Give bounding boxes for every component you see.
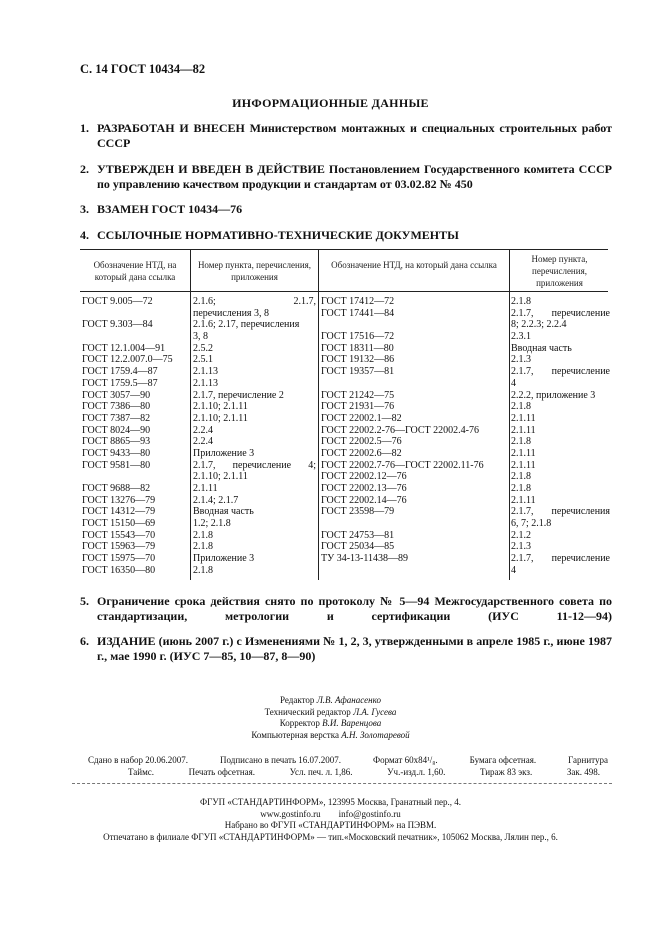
table-cell (511, 308, 610, 320)
table-cell: 8; 2.2.3; 2.2.4 (511, 319, 567, 331)
print-field: Печать офсетная. (188, 767, 256, 777)
table-cell: ГОСТ 15543—70 (82, 529, 156, 541)
table-cell: 4 (511, 377, 516, 389)
table-cell-part: перечисление (232, 459, 292, 471)
table-cell: 2.1.11 (511, 412, 536, 424)
table-cell-part: 2.1.7, (193, 459, 216, 471)
table-cell (193, 296, 316, 308)
section-number: 2. (80, 162, 89, 176)
table-cell: 2.5.2 (193, 342, 213, 354)
table-cell: 2.1.13 (193, 366, 218, 378)
page-title: ИНФОРМАЦИОННЫЕ ДАННЫЕ (232, 96, 429, 110)
table-cell: ГОСТ 19132—86 (321, 354, 395, 366)
table-cell: 2.1.6; 2.17, перечисления (193, 319, 300, 331)
table-cell-part: 2.1.7, (293, 296, 316, 307)
section-text: ИЗДАНИЕ (июнь 2007 г.) с Изменениями № 1, 2, 3, утвержденными в апреле 1985 г., июне 1987 г., мае 1990 г. (ИУС 7—85, 10—87, 8—90) (97, 634, 612, 663)
table-cell: 2.1.8 (511, 436, 531, 448)
table-cell: 2.1.3 (511, 541, 531, 553)
table-cell: ГОСТ 9433—80 (82, 447, 151, 459)
table-cell-part: 4; (308, 459, 316, 471)
table-cell: 2.1.13 (193, 377, 218, 389)
table-cell: ГОСТ 22002.7-76—ГОСТ 22002.11-76 (321, 459, 484, 471)
credits-block (0, 695, 661, 741)
table-cell: ГОСТ 3057—90 (82, 389, 151, 401)
table-top-rule (80, 249, 608, 250)
table-cell: ГОСТ 22002.14—76 (321, 494, 407, 506)
table-cell: 2.1.10; 2.1.11 (193, 401, 248, 413)
table-cell-part: перечисление (551, 307, 610, 319)
table-cell: перечисления 3, 8 (193, 307, 270, 319)
table-cell: 2.1.10; 2.1.11 (193, 471, 248, 483)
table-cell-part: 2.1.6; (193, 296, 216, 307)
table-cell: ГОСТ 17516—72 (321, 331, 395, 343)
table-cell-part: перечисления (551, 506, 610, 518)
table-cell: ГОСТ 18311—80 (321, 342, 394, 354)
table-cell: ГОСТ 21242—75 (321, 389, 395, 401)
table-header-cell: Номер пункта, перечисления, приложения (197, 260, 312, 282)
table-header-rule (80, 291, 608, 292)
table-cell: Приложение 3 (193, 447, 255, 459)
section-2 (80, 162, 612, 192)
table-cell (82, 308, 188, 320)
table-cell: ГОСТ 12.1.004—91 (82, 342, 166, 354)
table-column-clause (511, 296, 610, 577)
table-cell: ГОСТ 25034—85 (321, 541, 395, 553)
table-cell: 2.1.8 (511, 483, 531, 494)
section-number: 1. (80, 121, 89, 135)
table-cell: 4 (511, 564, 516, 576)
table-cell: ГОСТ 8024—90 (82, 424, 151, 436)
table-cell: 2.1.11 (193, 483, 218, 494)
print-field: Сдано в набор 20.06.2007. (88, 755, 189, 765)
section-text: ВЗАМЕН ГОСТ 10434—76 (97, 202, 243, 216)
section-number: 6. (80, 634, 89, 648)
table-cell: Вводная часть (511, 342, 572, 354)
table-cell: ГОСТ 7387—82 (82, 412, 151, 424)
table-cell: 3, 8 (193, 331, 208, 343)
table-cell (193, 460, 316, 472)
section-1 (80, 121, 612, 151)
table-cell: 2.1.8 (511, 401, 531, 413)
table-cell: ГОСТ 22002.6—82 (321, 447, 402, 459)
table-cell: 2.1.8 (193, 564, 213, 576)
table-cell: ГОСТ 1759.5—87 (82, 377, 158, 389)
section-5 (80, 594, 612, 624)
publisher-line: ФГУП «СТАНДАРТИНФОРМ», 123995 Москва, Гранатный пер., 4. (199, 797, 462, 807)
section-text: РАЗРАБОТАН И ВНЕСЕН Министерством монтажных и специальных строительных работ СССР (97, 121, 612, 150)
print-field: Усл. печ. л. 1,86. (289, 767, 353, 777)
print-field: Формат 60x84¹/₈. (373, 755, 438, 765)
table-cell: Приложение 3 (193, 553, 255, 565)
table-cell (321, 518, 507, 530)
table-cell-part: 2.1.7, (511, 366, 534, 378)
table-cell: ГОСТ 8865—93 (82, 436, 151, 448)
table-cell: 2.1.11 (511, 424, 536, 436)
table-column-ntd (321, 296, 507, 577)
print-field: Таймс. (128, 767, 155, 777)
table-cell: ГОСТ 9581—80 (82, 459, 151, 471)
table-cell: 2.2.4 (193, 436, 213, 448)
table-cell: 2.1.8 (193, 541, 213, 553)
print-field: Уч.-изд.л. 1,60. (387, 767, 446, 777)
table-cell (321, 565, 507, 577)
table-cell: 2.3.1 (511, 331, 531, 343)
print-field: Зак. 498. (566, 767, 600, 777)
print-field: Бумага офсетная. (469, 755, 537, 765)
table-cell: 2.5.1 (193, 354, 213, 366)
section-6 (80, 634, 612, 664)
table-cell: ГОСТ 23598—79 (321, 506, 395, 518)
print-field: Тираж 83 экз. (479, 767, 533, 777)
table-cell: 2.1.11 (511, 494, 536, 506)
table-header-cell: Обозначение НТД, на который дана ссылка (331, 260, 497, 270)
table-cell-part: 2.1.7, (511, 506, 534, 518)
publisher-web: www.gostinfo.ru info@gostinfo.ru (260, 808, 401, 819)
table-cell (321, 319, 507, 331)
table-cell: 2.2.2, приложение 3 (511, 389, 596, 401)
table-divider (318, 250, 319, 580)
table-cell-part: 2.1.7, (511, 307, 534, 319)
table-cell: ГОСТ 19357—81 (321, 366, 395, 378)
table-cell: ГОСТ 1759.4—87 (82, 366, 158, 378)
table-header-cell: Обозначение НТД, на который дана ссылка (93, 260, 177, 282)
table-cell: 2.1.2 (511, 529, 531, 541)
table-cell: ГОСТ 13276—79 (82, 494, 156, 506)
table-cell: 2.1.11 (511, 459, 536, 471)
table-cell (511, 553, 610, 565)
print-line (88, 766, 608, 778)
publisher-line: Набрано во ФГУП «СТАНДАРТИНФОРМ» на ПЭВМ. (224, 820, 437, 830)
section-number: 4. (80, 228, 89, 242)
page-header: С. 14 ГОСТ 10434—82 (80, 62, 206, 76)
table-header-cell: Номер пункта, перечисления, приложения (531, 254, 588, 288)
table-cell (321, 378, 507, 390)
table-cell: ГОСТ 21931—76 (321, 401, 395, 413)
table-cell: ГОСТ 15963—79 (82, 541, 156, 553)
section-text: УТВЕРЖДЕН И ВВЕДЕН В ДЕЙСТВИЕ Постановлением Государственного комитета СССР по управлению качеством продукции и стандартам от 03.02.82 № 450 (97, 162, 612, 191)
table-cell (82, 331, 188, 343)
separator-rule (72, 783, 612, 784)
credit-corrector: Корректор В.И. Варенцова (279, 718, 382, 728)
credit-editor: Редактор Л.В. Афанасенко (280, 695, 381, 705)
table-cell: 2.1.7, перечисление 2 (193, 389, 284, 401)
table-column-clause (193, 296, 316, 577)
section-number: 3. (80, 202, 89, 216)
table-cell: 2.1.4; 2.1.7 (193, 494, 239, 506)
table-cell (82, 471, 188, 483)
print-info (88, 754, 608, 778)
table-cell: 2.1.3 (511, 354, 531, 366)
table-cell: ГОСТ 7386—80 (82, 401, 151, 413)
section-3 (80, 202, 612, 217)
section-text: Ограничение срока действия снято по протоколу № 5—94 Межгосударственного совета по стандартизации, метрологии и сертификации (ИУС 11-12—94) (97, 594, 612, 623)
table-cell: 2.1.8 (193, 529, 213, 541)
table-cell: 1.2; 2.1.8 (193, 518, 231, 530)
print-line (88, 754, 608, 766)
table-column-ntd (82, 296, 188, 577)
table-cell: Вводная часть (193, 506, 254, 518)
table-cell: ГОСТ 9.005—72 (82, 296, 153, 307)
table-cell-part: перечисление (551, 553, 610, 565)
section-number: 5. (80, 594, 89, 608)
credit-tech-editor: Технический редактор Л.А. Гусева (264, 706, 397, 717)
table-divider (190, 250, 191, 580)
section-4 (80, 228, 612, 243)
table-cell: 2.1.8 (511, 471, 531, 483)
credit-layout: Компьютерная верстка А.Н. Золотаревой (251, 729, 410, 740)
table-cell: ГОСТ 12.2.007.0—75 (82, 354, 173, 366)
table-cell: 2.2.4 (193, 424, 213, 436)
table-cell: ГОСТ 15975—70 (82, 553, 156, 565)
publisher-block (0, 797, 661, 843)
table-cell (511, 366, 610, 378)
section-text: ССЫЛОЧНЫЕ НОРМАТИВНО-ТЕХНИЧЕСКИЕ ДОКУМЕНТЫ (97, 228, 459, 242)
table-cell: ТУ 34-13-11438—89 (321, 553, 408, 565)
table-cell: ГОСТ 22002.13—76 (321, 483, 407, 494)
table-cell: ГОСТ 22002.1—82 (321, 412, 402, 424)
table-cell: ГОСТ 22002.2-76—ГОСТ 22002.4-76 (321, 424, 479, 436)
table-cell: ГОСТ 14312—79 (82, 506, 156, 518)
table-cell: 2.1.10; 2.1.11 (193, 412, 248, 424)
table-cell: 2.1.11 (511, 447, 536, 459)
table-cell: 2.1.8 (511, 296, 531, 307)
table-cell: ГОСТ 15150—69 (82, 518, 156, 530)
table-cell: ГОСТ 22002.12—76 (321, 471, 407, 483)
table-cell-part: перечисление (551, 366, 610, 378)
table-cell: ГОСТ 24753—81 (321, 529, 395, 541)
print-field: Гарнитура (568, 755, 608, 765)
table-cell: ГОСТ 16350—80 (82, 564, 156, 576)
table-cell: ГОСТ 17412—72 (321, 296, 395, 307)
table-cell (511, 506, 610, 518)
table-cell: ГОСТ 9688—82 (82, 483, 151, 494)
table-divider (509, 250, 510, 580)
publisher-line: Отпечатано в филиале ФГУП «СТАНДАРТИНФОРМ» — тип.«Московский печатник», 105062 Москва, Лялин пер., 6. (103, 831, 558, 842)
table-cell: ГОСТ 22002.5—76 (321, 436, 402, 448)
table-cell-part: 2.1.7, (511, 553, 534, 565)
table-cell: ГОСТ 9.303—84 (82, 319, 153, 331)
table-cell: 6, 7; 2.1.8 (511, 518, 552, 530)
print-field: Подписано в печать 16.07.2007. (220, 755, 342, 765)
table-cell: ГОСТ 17441—84 (321, 307, 395, 319)
